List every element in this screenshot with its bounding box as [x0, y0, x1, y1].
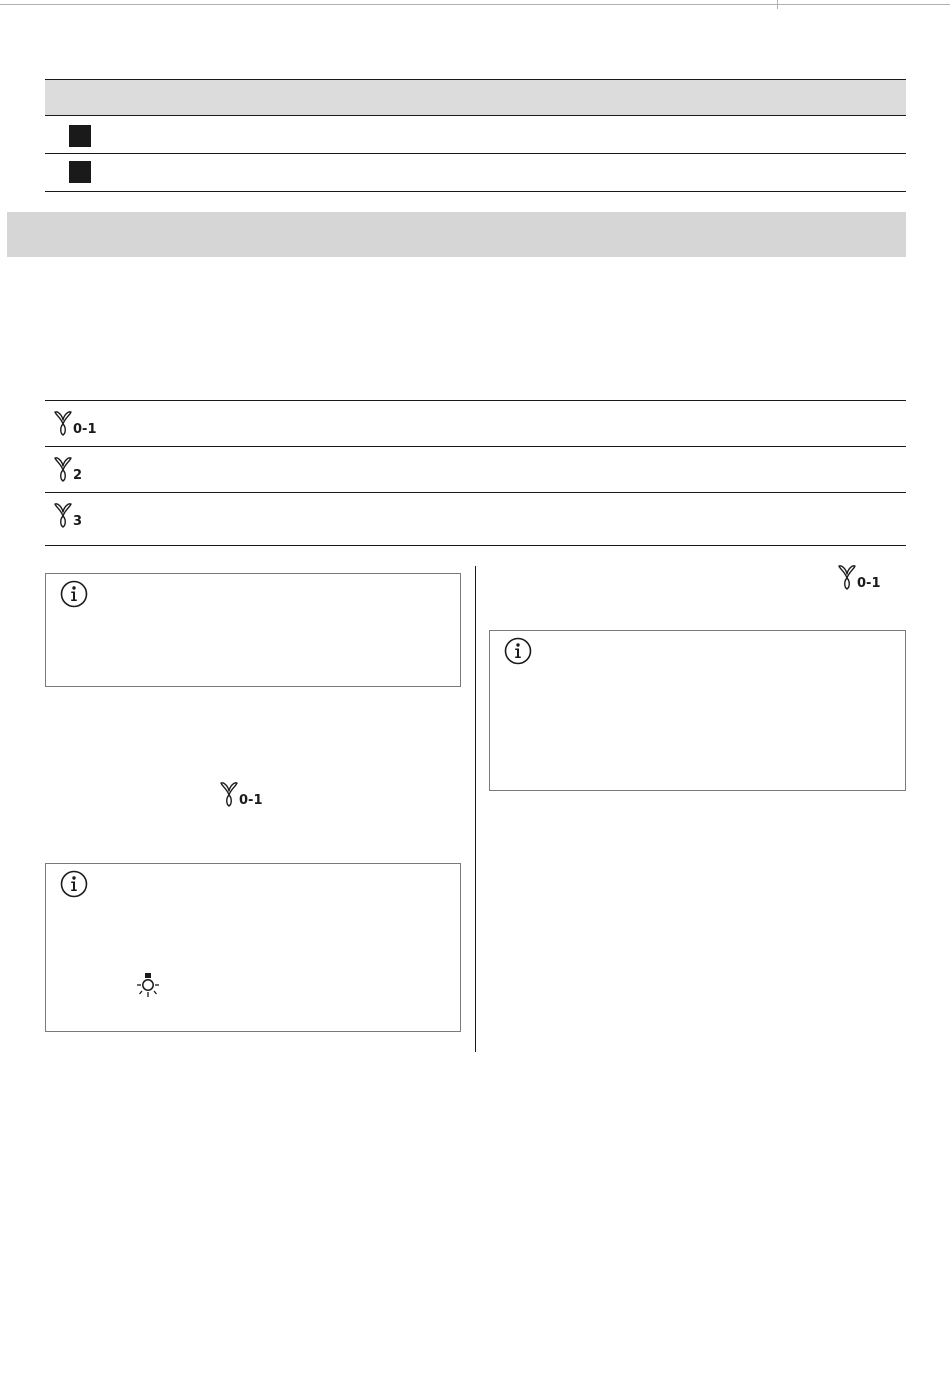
indicator-table-row	[45, 116, 906, 154]
info-icon	[60, 580, 88, 608]
fan-speed-row	[45, 400, 906, 446]
info-note-box	[45, 573, 461, 687]
fan-speed-subscript: 3	[73, 514, 83, 529]
indicator-table-row	[45, 154, 906, 192]
fan-speed-subscript: 2	[73, 468, 83, 483]
info-icon	[504, 637, 532, 665]
info-note-box	[489, 630, 906, 791]
fan-icon	[52, 409, 97, 437]
info-note-box	[45, 863, 461, 1032]
page-top-rule	[0, 4, 950, 5]
fan-icon	[52, 501, 82, 529]
fan-icon	[836, 563, 881, 591]
fan-speed-subscript: 0-1	[239, 793, 263, 808]
fan-speed-subscript: 0-1	[73, 422, 97, 437]
indicator-table-header	[45, 79, 906, 116]
fan-speed-row	[45, 492, 906, 546]
black-square-icon	[69, 161, 91, 183]
light-bulb-icon	[136, 971, 160, 999]
section-heading-band	[7, 212, 906, 257]
fan-speed-row	[45, 446, 906, 492]
fan-speed-subscript: 0-1	[857, 576, 881, 591]
info-icon	[60, 870, 88, 898]
fan-icon	[52, 455, 82, 483]
fan-icon	[218, 780, 263, 808]
black-square-icon	[69, 125, 91, 147]
column-divider	[475, 566, 476, 1052]
page-crop-mark	[777, 0, 778, 9]
